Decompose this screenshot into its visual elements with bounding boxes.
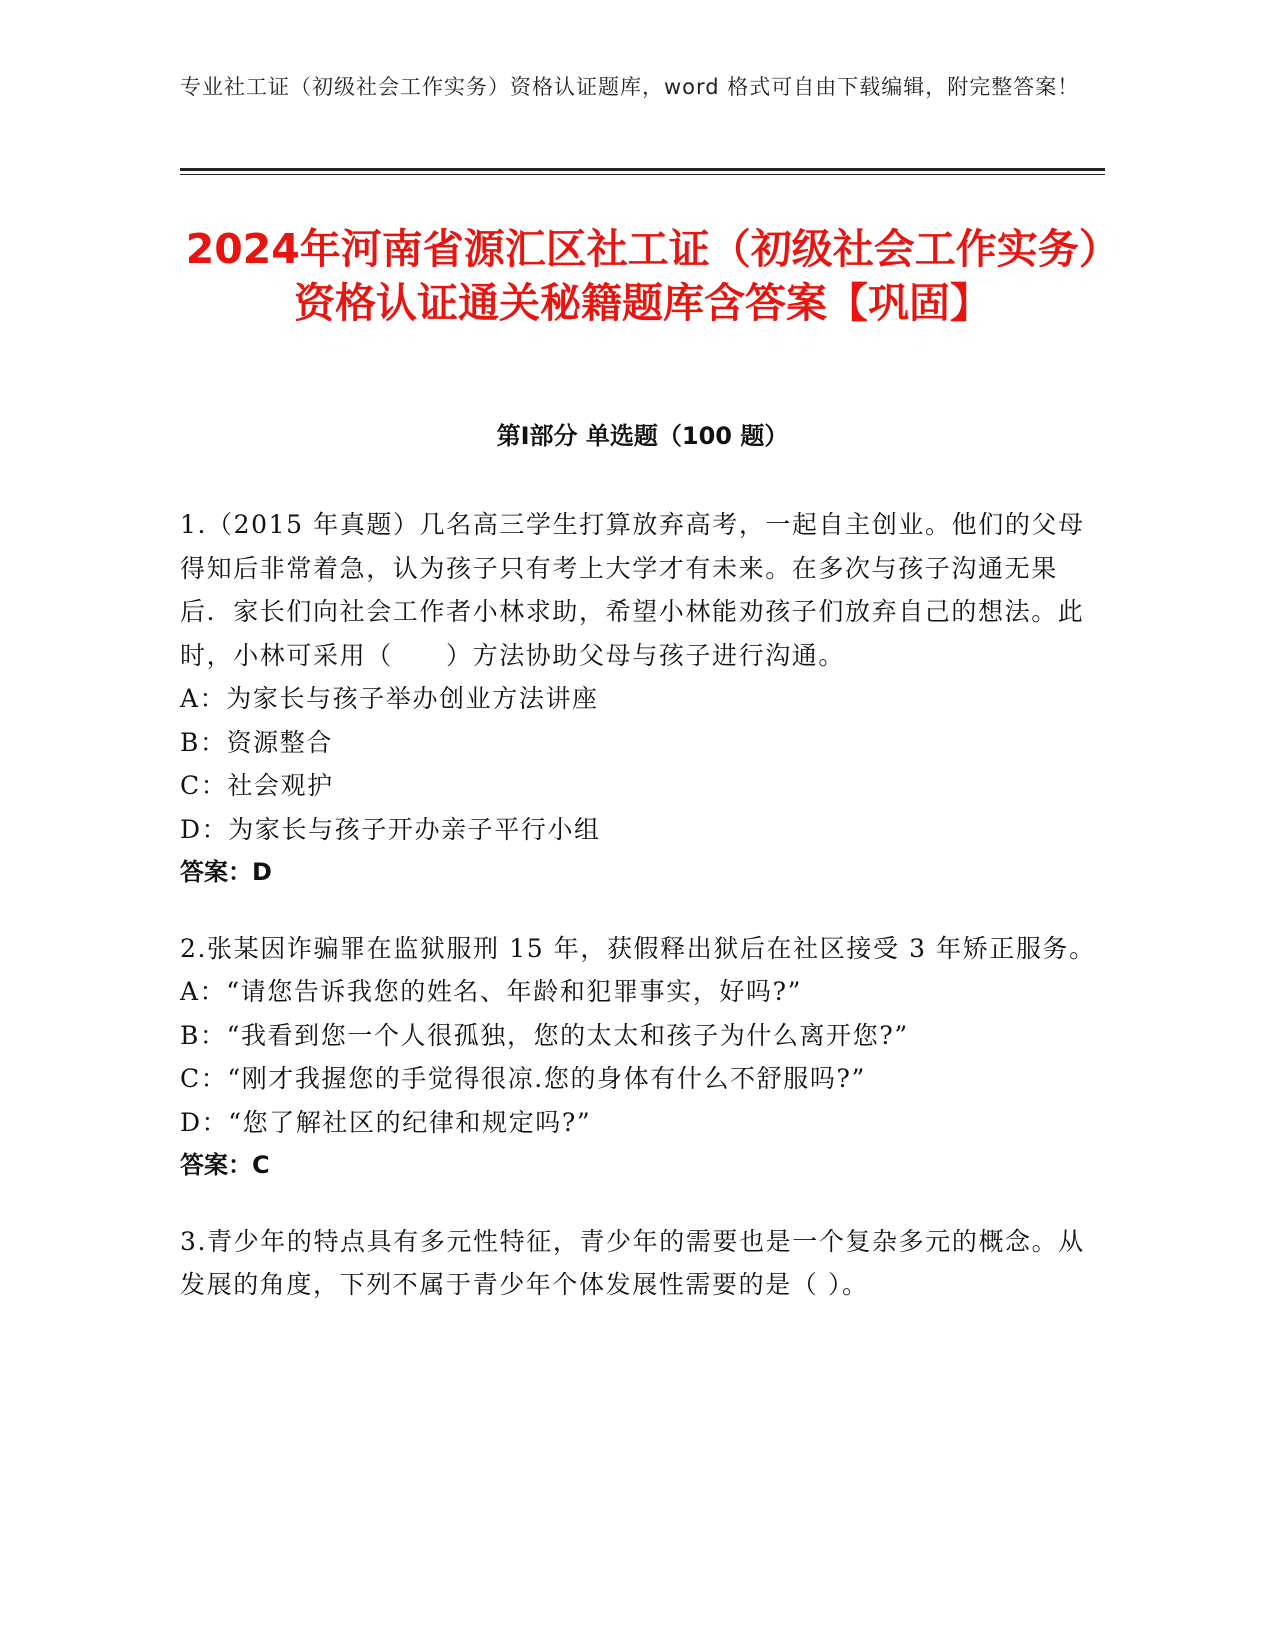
answer-label: 答案：C <box>180 1151 270 1179</box>
option-c: C：社会观护 <box>180 771 334 800</box>
option-a: A：为家长与孩子举办创业方法讲座 <box>180 684 599 713</box>
option-d: D：为家长与孩子开办亲子平行小组 <box>180 814 601 844</box>
option-a: A：“请您告诉我您的姓名、年龄和犯罪事实，好吗?” <box>180 977 803 1006</box>
question-2 <box>180 927 1105 1188</box>
option-b: B：“我看到您一个人很孤独，您的太太和孩子为什么离开您?” <box>180 1020 909 1050</box>
option-c: C：“刚才我握您的手觉得很凉.您的身体有什么不舒服吗?” <box>180 1064 866 1093</box>
question-1 <box>180 503 1105 895</box>
question-list <box>180 503 1105 1339</box>
section-heading: 第Ⅰ部分 单选题（100 题） <box>496 422 789 450</box>
question-3 <box>180 1220 1105 1307</box>
question-stem: 1.（2015 年真题）几名高三学生打算放弃高考，一起自主创业。他们的父母得知后非常着急，认为孩子只有考上大学才有未来。在多次与孩子沟通无果后．家长们向社会工作者小林求助，希望小林能劝孩子们放弃自己的想法。此时，小林可采用（ ）方法协助父母与孩子进行沟通。 <box>180 510 1085 670</box>
header-divider-thick <box>180 168 1105 171</box>
option-b: B：资源整合 <box>180 727 333 757</box>
question-stem: 2.张某因诈骗罪在监狱服刑 15 年，获假释出狱后在社区接受 3 年矫正服务。 <box>180 933 1096 963</box>
question-stem: 3.青少年的特点具有多元性特征，青少年的需要也是一个复杂多元的概念。从发展的角度，下列不属于青少年个体发展性需要的是（ ）。 <box>180 1226 1085 1299</box>
header-note: 专业社工证（初级社会工作实务）资格认证题库，word 格式可自由下载编辑，附完整答案！ <box>180 75 1080 99</box>
header-divider-thin <box>180 174 1105 175</box>
answer-label: 答案：D <box>180 858 272 886</box>
option-d: D：“您了解社区的纪律和规定吗?” <box>180 1107 592 1137</box>
document-title: 2024年河南省源汇区社工证（初级社会工作实务）资格认证通关秘籍题库含答案【巩固】 <box>185 225 1100 327</box>
